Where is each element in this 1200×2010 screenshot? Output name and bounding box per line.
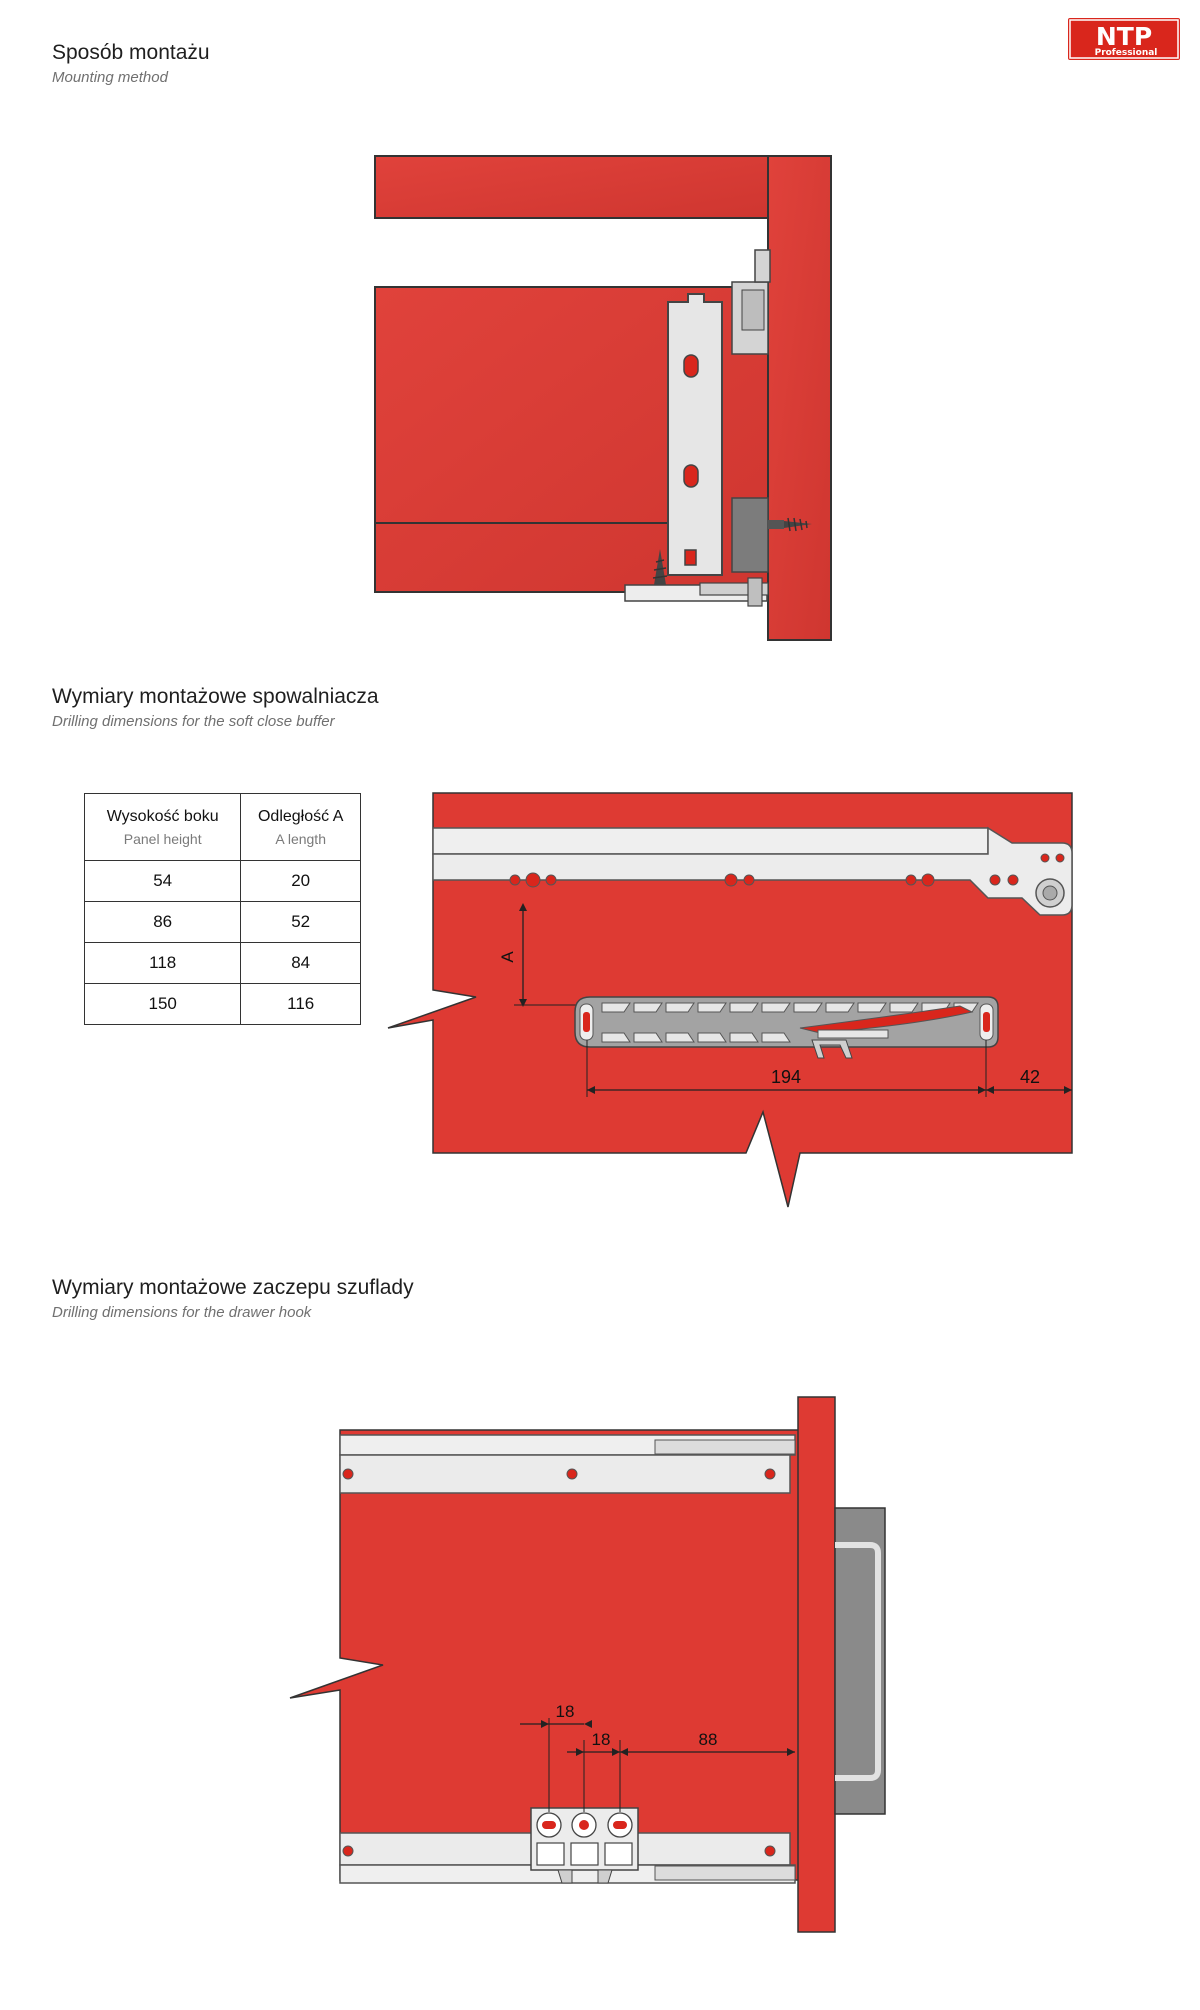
table-cell: 52 (241, 902, 361, 943)
table-cell: 20 (241, 861, 361, 902)
section-buffer-title: Wymiary montażowe spowalniacza (52, 685, 379, 708)
table-cell: 116 (241, 984, 361, 1025)
header-label-en: Panel height (123, 830, 202, 847)
section-mounting-title: Sposób montażu (52, 41, 210, 64)
dimension-front-label: 88 (698, 1730, 718, 1749)
table-cell: 54 (85, 861, 241, 902)
header-label-pl: Odległość A (257, 807, 344, 825)
logo-tagline-text: Professional (1094, 48, 1158, 58)
dimension-a-label: A (498, 951, 517, 963)
table-cell: 84 (241, 943, 361, 984)
section-mounting-subtitle: Mounting method (52, 69, 168, 86)
dimension-first-label: 18 (555, 1702, 575, 1721)
section-hook-subtitle: Drilling dimensions for the drawer hook (52, 1304, 312, 1321)
header-label-pl: Wysokość boku (106, 807, 219, 825)
header-label-en: A length (275, 830, 326, 847)
drawer-front-panel (798, 1397, 835, 1932)
handle-icon (835, 1508, 885, 1814)
table-cell: 118 (85, 943, 241, 984)
section-buffer-subtitle: Drilling dimensions for the soft close buffer (52, 713, 335, 730)
table-cell: 150 (85, 984, 241, 1025)
table-cell: 86 (85, 902, 241, 943)
dimension-length-label: 194 (770, 1067, 802, 1087)
dimension-second-label: 18 (591, 1730, 611, 1749)
dimension-offset-label: 42 (1019, 1067, 1041, 1087)
logo-brand-text: NTP (1095, 22, 1153, 51)
section-hook-title: Wymiary montażowe zaczepu szuflady (52, 1276, 414, 1299)
